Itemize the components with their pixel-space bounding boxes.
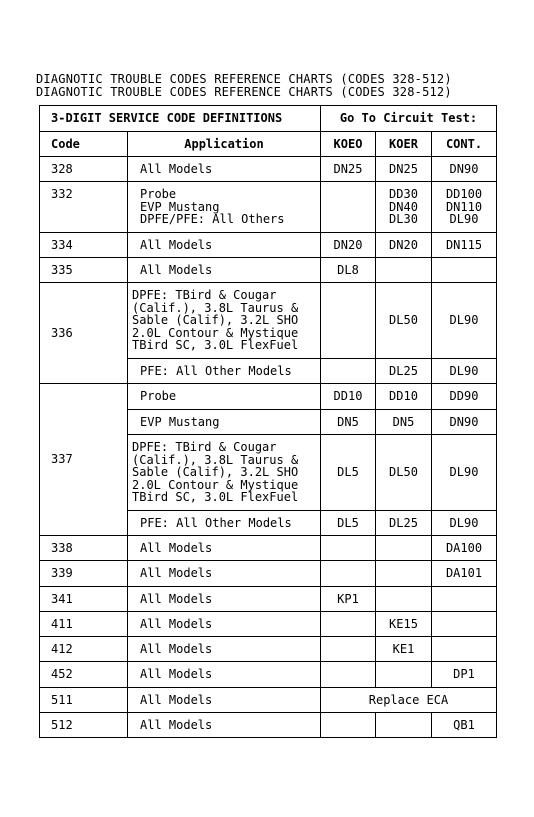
koeo-cell: DD10: [321, 384, 376, 410]
koer-cell: [376, 536, 432, 561]
koeo-cell: DN25: [321, 157, 376, 182]
code-cell: 336: [40, 283, 128, 384]
column-header-koer: KOER: [376, 132, 432, 157]
application-cell: PFE: All Other Models: [128, 511, 321, 536]
cont-cell: DD100 DN110 DL90: [432, 182, 497, 233]
application-cell: Probe EVP Mustang DPFE/PFE: All Others: [128, 182, 321, 233]
koeo-cell: [321, 536, 376, 561]
application-cell: DPFE: TBird & Cougar (Calif.), 3.8L Taurus & Sable (Calif), 3.2L SHO 2.0L Contour & Mystique TBird SC, 3.0L FlexFuel: [128, 435, 321, 511]
application-cell: All Models: [128, 258, 321, 283]
code-cell: 334: [40, 233, 128, 258]
cont-cell: DA100: [432, 536, 497, 561]
koer-cell: DL25: [376, 511, 432, 536]
koeo-cell: DN5: [321, 410, 376, 435]
table-row: [40, 157, 497, 182]
column-header-koeo: KOEO: [321, 132, 376, 157]
column-header-code: Code: [40, 132, 128, 157]
table-row: [40, 612, 497, 637]
application-cell: All Models: [128, 688, 321, 713]
cont-cell: [432, 612, 497, 637]
document-title-repeat: DIAGNOTIC TROUBLE CODES REFERENCE CHARTS (CODES 328-512): [36, 85, 452, 99]
code-cell: 412: [40, 637, 128, 662]
document-title: DIAGNOTIC TROUBLE CODES REFERENCE CHARTS (CODES 328-512): [36, 72, 452, 86]
code-cell: 337: [40, 384, 128, 536]
column-header-cont: CONT.: [432, 132, 497, 157]
cont-cell: [432, 587, 497, 612]
cont-cell: QB1: [432, 713, 497, 738]
table-row: [40, 384, 497, 410]
koer-cell: DN20: [376, 233, 432, 258]
koer-cell: DD10: [376, 384, 432, 410]
code-cell: 335: [40, 258, 128, 283]
table-row: [40, 662, 497, 688]
koer-cell: KE15: [376, 612, 432, 637]
replace-eca-cell: Replace ECA: [321, 688, 497, 713]
code-cell: 452: [40, 662, 128, 688]
application-cell: EVP Mustang: [128, 410, 321, 435]
application-cell: All Models: [128, 561, 321, 587]
table-row: [40, 713, 497, 738]
koer-cell: DL50: [376, 283, 432, 359]
koer-cell: [376, 713, 432, 738]
column-header-application: Application: [128, 132, 321, 157]
code-cell: 511: [40, 688, 128, 713]
code-cell: 339: [40, 561, 128, 587]
code-cell: 512: [40, 713, 128, 738]
koeo-cell: [321, 637, 376, 662]
koer-cell: [376, 561, 432, 587]
koeo-cell: [321, 662, 376, 688]
application-cell: All Models: [128, 157, 321, 182]
code-cell: 328: [40, 157, 128, 182]
code-cell: 338: [40, 536, 128, 561]
table-row: [40, 561, 497, 587]
koeo-cell: [321, 561, 376, 587]
application-cell: All Models: [128, 662, 321, 688]
cont-cell: DL90: [432, 283, 497, 359]
trouble-code-table: [39, 105, 497, 738]
application-cell: All Models: [128, 587, 321, 612]
koeo-cell: DL5: [321, 511, 376, 536]
section-title: 3-DIGIT SERVICE CODE DEFINITIONS: [40, 106, 321, 132]
table-row: [40, 688, 497, 713]
application-cell: All Models: [128, 233, 321, 258]
code-cell: 411: [40, 612, 128, 637]
code-cell: 332: [40, 182, 128, 233]
koeo-cell: [321, 612, 376, 637]
koer-cell: [376, 258, 432, 283]
application-cell: DPFE: TBird & Cougar (Calif.), 3.8L Taurus & Sable (Calif), 3.2L SHO 2.0L Contour & Mystique TBird SC, 3.0L FlexFuel: [128, 283, 321, 359]
application-cell: All Models: [128, 536, 321, 561]
koer-cell: DN5: [376, 410, 432, 435]
cont-cell: [432, 637, 497, 662]
table-row: [40, 536, 497, 561]
koeo-cell: KP1: [321, 587, 376, 612]
koeo-cell: [321, 713, 376, 738]
koer-cell: DN25: [376, 157, 432, 182]
cont-cell: DL90: [432, 359, 497, 384]
cont-cell: DD90: [432, 384, 497, 410]
table-row: [40, 587, 497, 612]
application-cell: All Models: [128, 713, 321, 738]
table-row: [40, 258, 497, 283]
koeo-cell: [321, 182, 376, 233]
code-cell: 341: [40, 587, 128, 612]
table-row: [40, 233, 497, 258]
cont-cell: [432, 258, 497, 283]
koer-cell: [376, 662, 432, 688]
cont-cell: DL90: [432, 435, 497, 511]
table-row: [40, 283, 497, 359]
koeo-cell: DL5: [321, 435, 376, 511]
cont-cell: DA101: [432, 561, 497, 587]
table-row: [40, 637, 497, 662]
koer-cell: [376, 587, 432, 612]
table-row: [40, 182, 497, 233]
cont-cell: DN90: [432, 157, 497, 182]
koeo-cell: [321, 283, 376, 359]
application-cell: All Models: [128, 612, 321, 637]
application-cell: All Models: [128, 637, 321, 662]
koeo-cell: DN20: [321, 233, 376, 258]
koeo-cell: [321, 359, 376, 384]
cont-cell: DN115: [432, 233, 497, 258]
cont-cell: DL90: [432, 511, 497, 536]
koer-cell: DD30 DN40 DL30: [376, 182, 432, 233]
koer-cell: DL50: [376, 435, 432, 511]
cont-cell: DP1: [432, 662, 497, 688]
koer-cell: KE1: [376, 637, 432, 662]
koer-cell: DL25: [376, 359, 432, 384]
application-cell: PFE: All Other Models: [128, 359, 321, 384]
circuit-test-title: Go To Circuit Test:: [321, 106, 497, 132]
cont-cell: DN90: [432, 410, 497, 435]
application-cell: Probe: [128, 384, 321, 410]
koeo-cell: DL8: [321, 258, 376, 283]
